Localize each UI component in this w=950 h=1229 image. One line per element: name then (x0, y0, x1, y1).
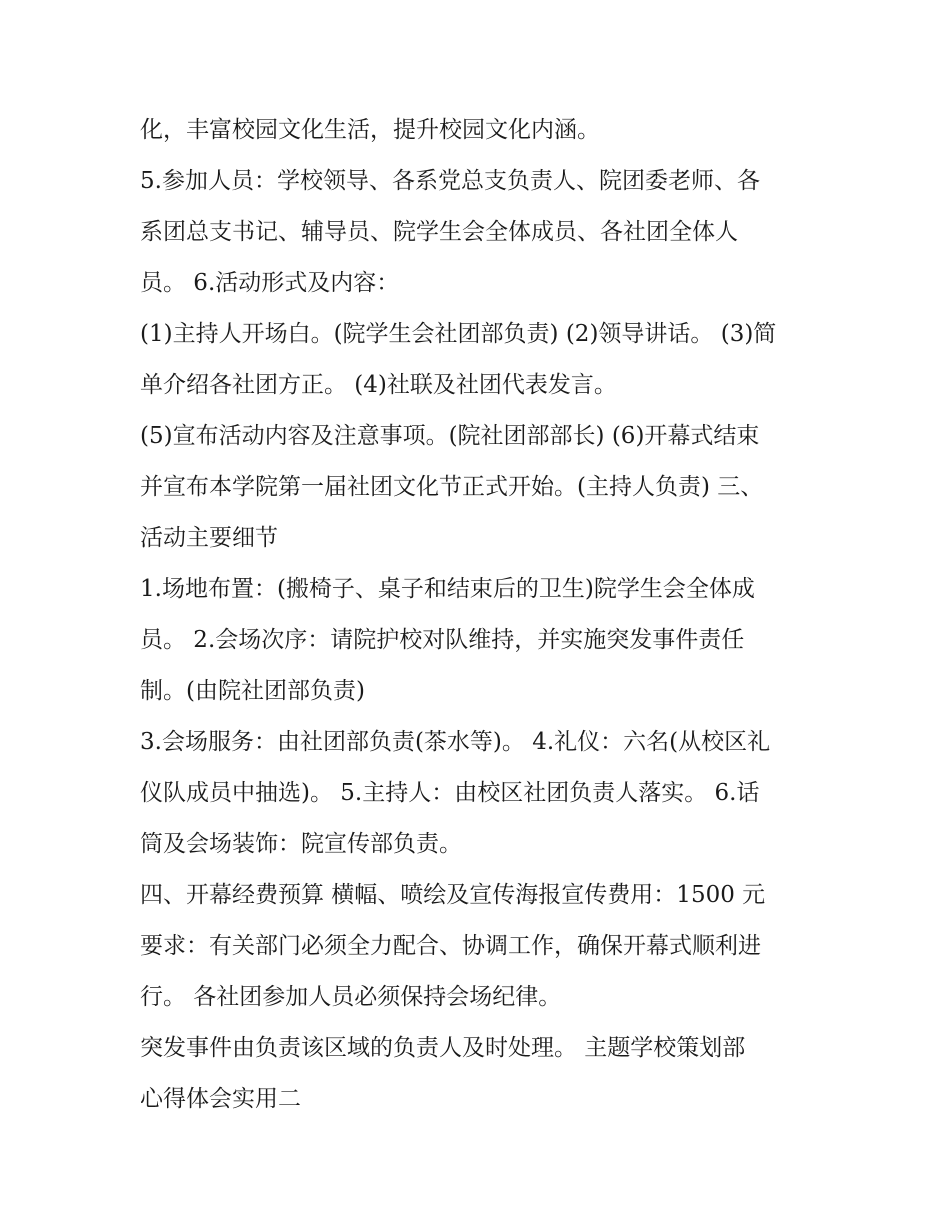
text-line: 3.会场服务：由社团部负责(茶水等)。 4.礼仪：六名(从校区礼 (140, 729, 771, 755)
text-line: 筒及会场装饰：院宣传部负责。 (140, 831, 462, 857)
text-line: 制。(由院社团部负责) (140, 678, 365, 704)
text-line: 员。 2.会场次序：请院护校对队维持，并实施突发事件责任 (140, 627, 745, 653)
body-text (140, 105, 830, 1125)
text-line: (5)宣布活动内容及注意事项。(院社团部部长) (6)开幕式结束 (140, 423, 760, 449)
text-line: 1.场地布置：(搬椅子、桌子和结束后的卫生)院学生会全体成 (140, 576, 755, 602)
text-line: 心得体会实用二 (140, 1086, 301, 1112)
text-line: 系团总支书记、辅导员、院学生会全体成员、各社团全体人 (140, 219, 738, 245)
text-line: 活动主要细节 (140, 525, 278, 551)
text-line: 员。 6.活动形式及内容： (140, 270, 400, 296)
text-line: 化，丰富校园文化生活，提升校园文化内涵。 (140, 117, 600, 143)
text-line: 四、开幕经费预算 横幅、喷绘及宣传海报宣传费用：1500 元 (140, 882, 766, 908)
text-line: 仪队成员中抽选)。 5.主持人：由校区社团负责人落实。 6.话 (140, 780, 760, 806)
text-line: 单介绍各社团方正。 (4)社联及社团代表发言。 (140, 372, 617, 398)
text-line: 突发事件由负责该区域的负责人及时处理。 主题学校策划部 (140, 1035, 746, 1061)
text-line: 要求：有关部门必须全力配合、协调工作，确保开幕式顺利进 (140, 933, 761, 959)
text-line: 行。 各社团参加人员必须保持会场纪律。 (140, 984, 562, 1010)
text-line: (1)主持人开场白。(院学生会社团部负责) (2)领导讲话。 (3)简 (140, 321, 777, 347)
text-line: 5.参加人员：学校领导、各系党总支负责人、院团委老师、各 (140, 168, 760, 194)
text-line: 并宣布本学院第一届社团文化节正式开始。(主持人负责) 三、 (140, 474, 764, 500)
